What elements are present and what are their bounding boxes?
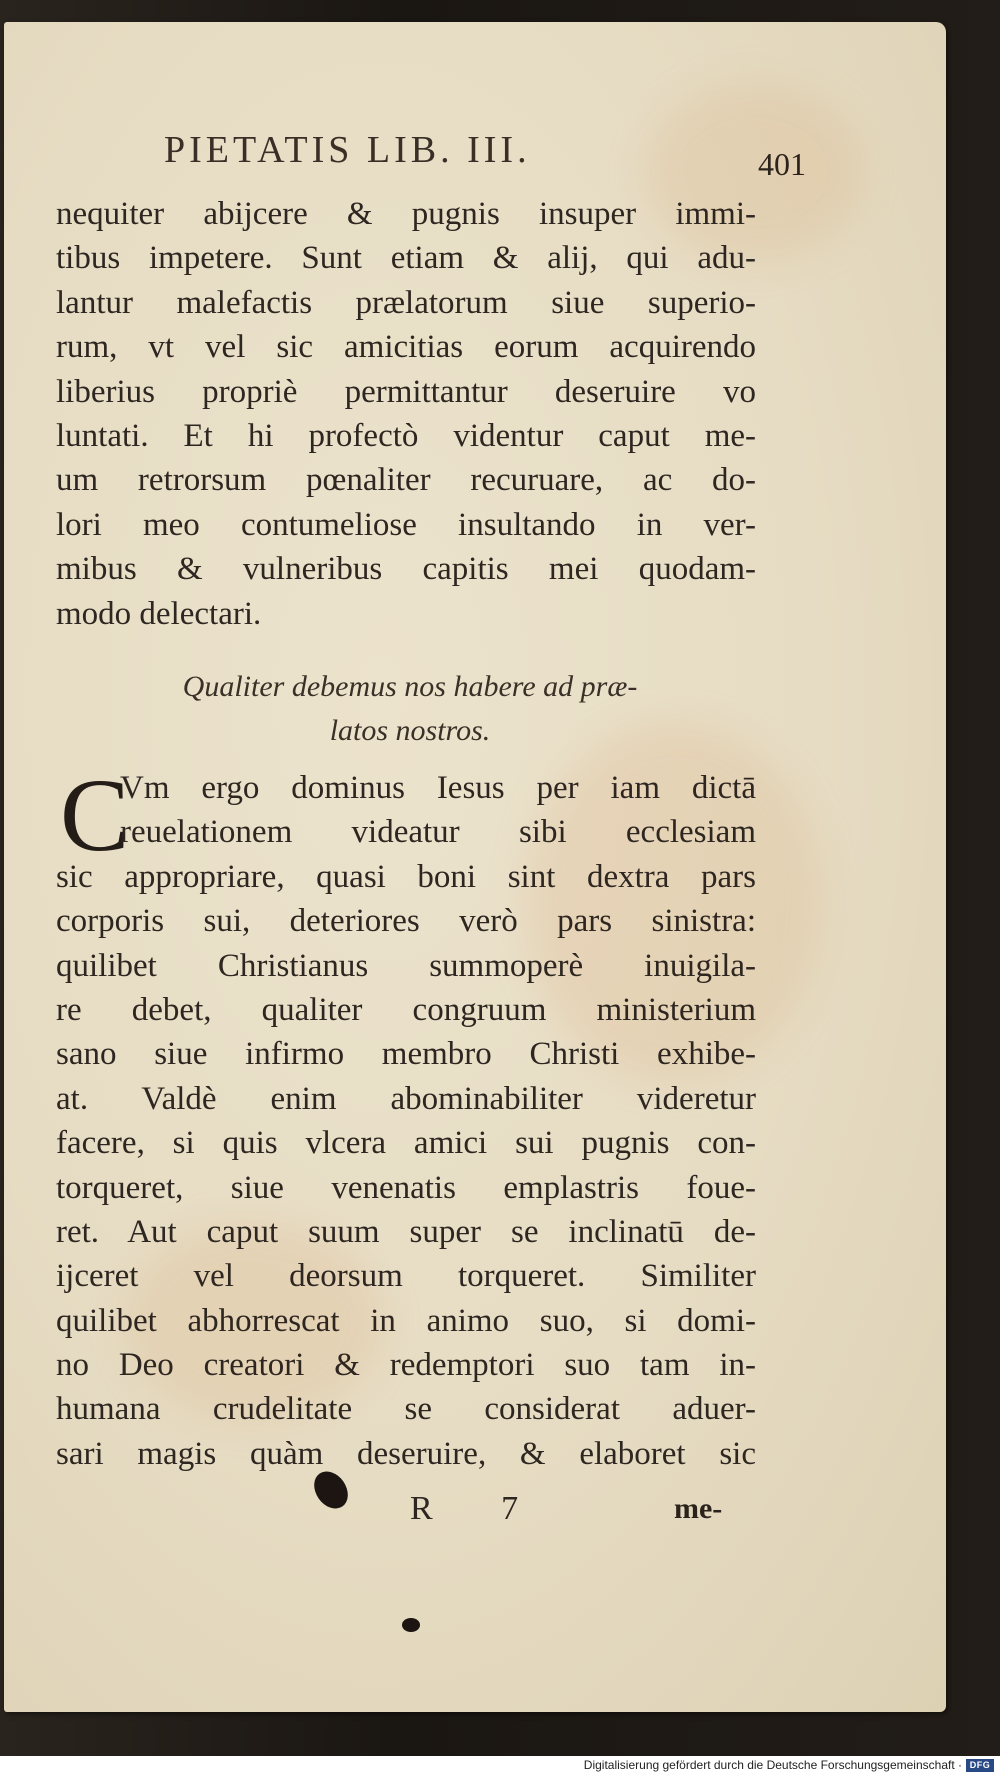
text-line: no Deo creatori & redemptori suo tam in-	[56, 1347, 756, 1384]
paragraph-2	[56, 758, 756, 1476]
text-line: lantur malefactis prælatorum siue superio-	[56, 284, 756, 321]
paragraph-1	[56, 192, 756, 636]
text-line: facere, si quis vlcera amici sui pugnis con-	[56, 1125, 756, 1162]
text-line: re debet, qualiter congruum ministerium	[56, 991, 756, 1028]
text-line: mibus & vulneribus capitis mei quodam-	[56, 551, 756, 588]
text-line: corporis sui, deteriores verò pars sinistra:	[56, 903, 756, 940]
text-line: tibus impetere. Sunt etiam & alij, qui adu-	[56, 240, 756, 277]
text-line: ret. Aut caput suum super se inclinatū de-	[56, 1213, 756, 1250]
text-line: rum, vt vel sic amicitias eorum acquirendo	[56, 329, 756, 366]
text-line: Vm ergo dominus Iesus per iam dictā	[120, 770, 756, 806]
text-line: sari magis quàm deseruire, & elaboret sic	[56, 1435, 756, 1472]
heading-line: Qualiter debemus nos habere ad præ-	[182, 670, 638, 703]
text-line: sano siue infirmo membro Christi exhibe-	[56, 1036, 756, 1073]
catchword: me-	[674, 1492, 723, 1525]
text-line: quilibet Christianus summoperè inuigila-	[56, 947, 756, 984]
section-heading	[130, 665, 690, 753]
heading-line: latos nostros.	[329, 714, 491, 747]
text-line: liberius propriè permittantur deseruire vo	[56, 373, 756, 410]
drop-cap-initial: C	[60, 758, 130, 873]
text-line: reuelationem videatur sibi ecclesiam	[120, 814, 756, 851]
text-line: humana crudelitate se considerat aduer-	[56, 1391, 756, 1428]
text-line: at. Valdè enim abominabiliter videretur	[56, 1080, 756, 1117]
digitization-credit: Digitalisierung gefördert durch die Deutsche Forschungsgemeinschaft ·	[583, 1758, 962, 1772]
text-line: um retrorsum pœnaliter recuruare, ac do-	[56, 462, 756, 499]
text-line: luntati. Et hi profectò videntur caput me-	[56, 417, 756, 454]
text-line: torqueret, siue venenatis emplastris foue-	[56, 1169, 756, 1206]
text-line: sic appropriare, quasi boni sint dextra pars	[56, 858, 756, 895]
text-line: quilibet abhorrescat in animo suo, si domi-	[56, 1302, 756, 1339]
page-number: 401	[758, 146, 806, 182]
dfg-logo: DFG	[966, 1759, 994, 1772]
text-line: ijceret vel deorsum torqueret. Similiter	[56, 1258, 756, 1295]
ink-blot	[402, 1618, 420, 1632]
text-line: lori meo contumeliose insultando in ver-	[56, 506, 756, 543]
text-line: nequiter abijcere & pugnis insuper immi-	[56, 196, 756, 232]
running-head: PIETATIS LIB. III.	[164, 129, 531, 171]
text-line: modo delectari.	[56, 595, 262, 632]
signature-mark: R 7	[410, 1490, 549, 1527]
